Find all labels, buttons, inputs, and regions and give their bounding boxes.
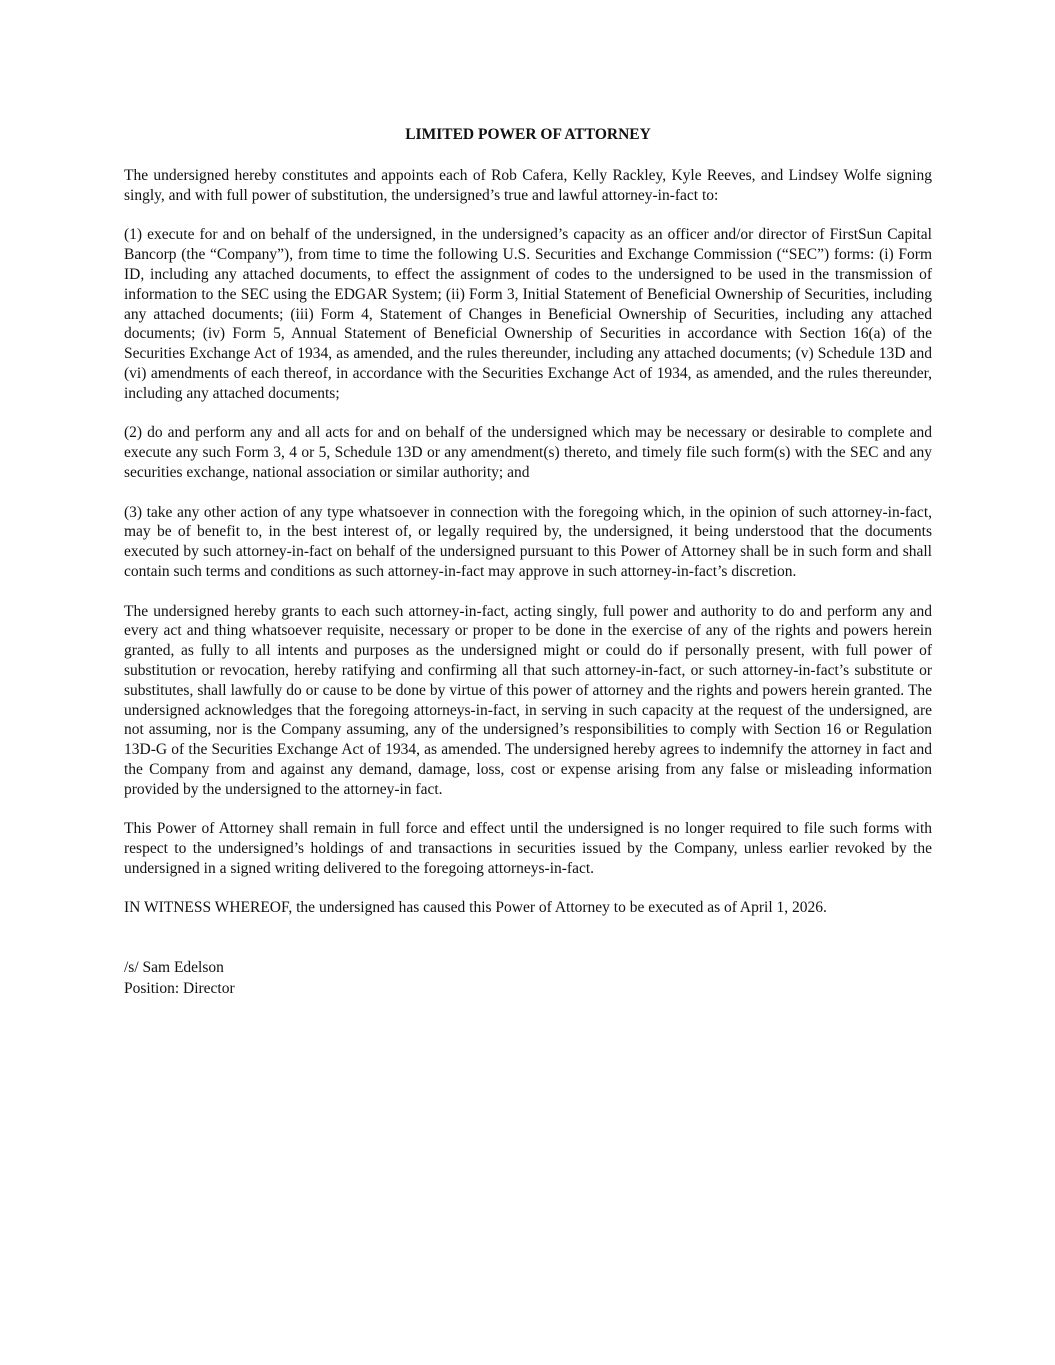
witness-paragraph: IN WITNESS WHEREOF, the undersigned has caused this Power of Attorney to be executed as of April 1, 2026. xyxy=(124,899,827,917)
signature-position: Position: Director xyxy=(124,979,235,997)
grant-of-authority-paragraph: The undersigned hereby grants to each such attorney-in-fact, acting singly, full power and authority to do and perform any and every act and thing whatsoever requisite, necessary or proper to be done in the exercise of any of the rights and powers herein granted, as fully to all intents and purposes as the undersigned might or could do if personally present, with full power of substitution or revocation, hereby ratifying and confirming all that such attorney-in-fact, or such attorney-in-fact’s substitute or substitutes, shall lawfully do or cause to be done by virtue of this power of attorney and the rights and powers herein granted. The undersigned acknowledges that the foregoing attorneys-in-fact, in serving in such capacity at the request of the undersigned, are not assuming, nor is the Company assuming, any of the undersigned’s responsibilities to comply with Section 16 or Regulation 13D-G of the Securities Exchange Act of 1934, as amended. The undersigned hereby agrees to indemnify the attorney in fact and the Company from and against any demand, damage, loss, cost or expense arising from any false or misleading information provided by the undersigned to the attorney-in fact. xyxy=(124,602,932,798)
power-clause-2: (2) do and perform any and all acts for and on behalf of the undersigned which may be necessary or desirable to complete and execute any such Form 3, 4 or 5, Schedule 13D or any amendment(s) thereto, and timely file such form(s) with the SEC and any securities exchange, national association or similar authority; and xyxy=(124,424,932,481)
appointment-paragraph: The undersigned hereby constitutes and appoints each of Rob Cafera, Kelly Rackley, Kyle Reeves, and Lindsey Wolfe signing singly, and with full power of substitution, the undersigned’s true and lawful attorney-in-fact to: xyxy=(124,167,932,204)
signature-name: /s/ Sam Edelson xyxy=(124,959,224,977)
document-title: LIMITED POWER OF ATTORNEY xyxy=(405,126,651,143)
power-clause-3: (3) take any other action of any type whatsoever in connection with the foregoing which, in the opinion of such attorney-in-fact, may be of benefit to, in the best interest of, or legally required by, the undersigned, it being understood that the documents executed by such attorney-in-fact on behalf of the undersigned pursuant to this Power of Attorney shall be in such form and shall contain such terms and conditions as such attorney-in-fact may approve in such attorney-in-fact’s discretion. xyxy=(124,503,932,580)
duration-paragraph: This Power of Attorney shall remain in full force and effect until the undersigned is no longer required to file such forms with respect to the undersigned’s holdings of and transactions in securities issued by the Company, unless earlier revoked by the undersigned in a signed writing delivered to the foregoing attorneys-in-fact. xyxy=(124,820,932,877)
signature-block xyxy=(124,958,932,999)
document-page xyxy=(124,125,932,999)
power-clause-1: (1) execute for and on behalf of the undersigned, in the undersigned’s capacity as an officer and/or director of FirstSun Capital Bancorp (the “Company”), from time to time the following U.S. Securities and Exchange Commission (“SEC”) forms: (i) Form ID, including any attached documents, to effect the assignment of codes to the undersigned to be used in the transmission of information to the SEC using the EDGAR System; (ii) Form 3, Initial Statement of Beneficial Ownership of Securities, including any attached documents; (iii) Form 4, Statement of Changes in Beneficial Ownership of Securities, including any attached documents; (iv) Form 5, Annual Statement of Beneficial Ownership of Securities in accordance with Section 16(a) of the Securities Exchange Act of 1934, as amended, and the rules thereunder, including any attached documents; (v) Schedule 13D and (vi) amendments of each thereof, in accordance with the Securities Exchange Act of 1934, as amended, and the rules thereunder, including any attached documents; xyxy=(124,226,932,402)
